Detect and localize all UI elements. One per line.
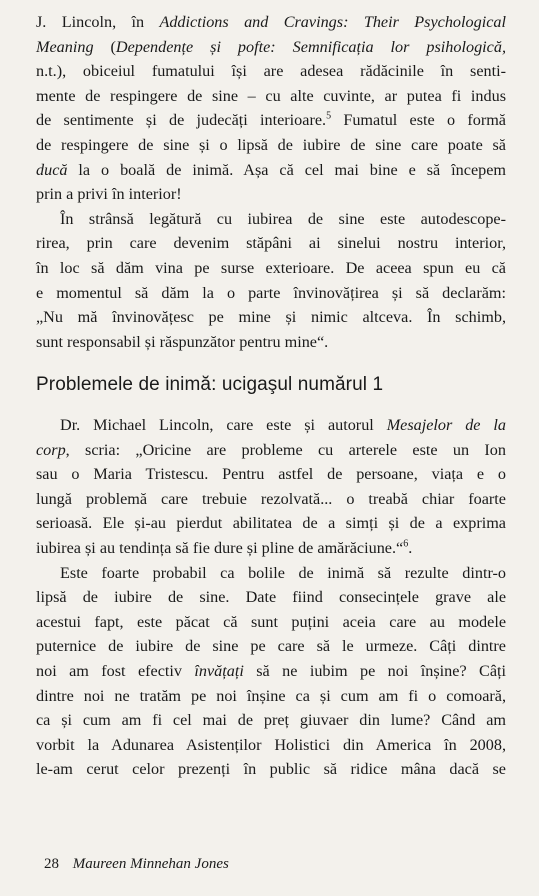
italic-text: corp — [36, 440, 66, 459]
text-line — [36, 487, 506, 512]
text-line — [36, 413, 506, 438]
text-line — [36, 634, 506, 659]
text-run: iubirea și au tendința să fie dure și pline de amărăciune.“ — [36, 538, 404, 557]
text-run: rirea, prin care devenim stăpâni ai sinelui nostru interior, — [36, 234, 506, 253]
text-run: . — [408, 538, 413, 557]
text-run: ca și cum am fi cel mai de preț giuvaer din lume? Când am — [36, 711, 506, 730]
italic-text: Dependențe și pofte: Semnificația lor psihologică, — [115, 37, 506, 56]
paragraph-block-1 — [36, 10, 506, 354]
text-line — [36, 733, 506, 758]
text-run: J. Lincoln, în — [36, 13, 160, 31]
text-run: sunt responsabil și răspunzător pentru mine“. — [36, 332, 329, 351]
text-line — [36, 281, 506, 306]
text-line — [36, 511, 506, 536]
text-line — [36, 585, 506, 610]
text-run: le-am cerut celor prezenți în public să ridice mâna dacă se — [36, 760, 506, 779]
text-line — [36, 561, 506, 586]
text-line — [36, 207, 506, 232]
text-run: în loc să dăm vina pe surse exterioare. De aceea spun eu că — [36, 258, 506, 277]
text-run: , scria: „Oricine are probleme cu arterele este un Ion — [65, 440, 506, 459]
text-run: sau o Maria Tristescu. Pentru astfel de persoane, viața e o — [36, 465, 506, 484]
text-line — [36, 158, 506, 183]
text-run: În strânsă legătură cu iubirea de sine este autodescope- — [60, 209, 506, 228]
text-line — [36, 256, 506, 281]
text-run: lungă problemă care trebuie rezolvată... o treabă chiar foarte — [36, 489, 506, 508]
text-run: vorbit la Adunarea Asistenților Holistici din America în 2008, — [36, 735, 506, 754]
text-run: lipsă de iubire de sine. Date fiind consecințele grave ale — [36, 588, 506, 607]
italic-text: învățați — [194, 661, 244, 680]
text-line — [36, 84, 506, 109]
text-line — [36, 305, 506, 330]
text-run: la o boală de inimă. Așa că cel mai bine e să începem — [67, 160, 506, 179]
text-run: să ne iubim pe noi înșine? Câți — [243, 661, 507, 680]
text-run: Dr. Michael Lincoln, care este și autorul — [60, 416, 387, 434]
text-line — [36, 610, 506, 635]
text-run: de sentimente și de judecăți interioare. — [36, 111, 327, 130]
footnote-ref: 5 — [326, 110, 332, 122]
text-line — [36, 708, 506, 733]
page-footer — [44, 856, 229, 873]
text-line — [36, 757, 506, 782]
footnote-ref: 6 — [403, 538, 409, 550]
italic-text: ducă — [36, 160, 68, 179]
text-run: serioasă. Ele și-au pierdut abilitatea de a simți și de a exprima — [36, 514, 506, 533]
text-line — [36, 108, 506, 133]
text-line — [36, 659, 506, 684]
section-heading: Problemele de inimă: ucigaşul numărul 1 — [36, 374, 384, 395]
text-run: e momentul să dăm la o parte învinovățirea și să declarăm: — [36, 283, 506, 302]
text-run: noi am fost efectiv — [36, 661, 195, 680]
text-line — [36, 462, 506, 487]
text-line — [36, 231, 506, 256]
text-run: ), obiceiul fumatului își are adesea rădăcinile în senti- — [56, 62, 506, 81]
text-line — [36, 536, 506, 561]
text-run: „Nu mă învinovățesc pe mine și nimic altceva. În schimb, — [36, 308, 506, 327]
text-run: Fumatul este o formă — [331, 111, 506, 130]
italic-text: Addictions and Cravings: Their Psychological — [159, 13, 506, 31]
author-name: Maureen Minnehan Jones — [72, 856, 229, 872]
paragraph-block-2 — [36, 413, 506, 782]
text-line — [36, 330, 506, 355]
text-run: n.t. — [36, 62, 57, 81]
text-line — [36, 59, 506, 84]
italic-text: Meaning — [36, 37, 94, 56]
text-run: ( — [93, 37, 116, 56]
page-number: 28 — [44, 856, 59, 872]
text-run: Este foarte probabil ca bolile de inimă să rezulte dintr-o — [60, 563, 506, 582]
text-line — [36, 684, 506, 709]
text-line — [36, 438, 506, 463]
text-run: prin a privi în interior! — [36, 185, 182, 204]
text-run: mente de respingere de sine – cu alte cuvinte, ar putea fi indus — [36, 86, 506, 105]
text-run: de respingere de sine și o lipsă de iubire de sine care poate să — [36, 135, 506, 154]
text-run: puternice de iubire de sine pe care să le urmeze. Câți dintre — [36, 637, 506, 656]
text-run: dintre noi ne tratăm pe noi înșine ca și cum am fi o comoară, — [36, 686, 506, 705]
text-line — [36, 182, 506, 207]
text-line — [36, 10, 506, 35]
text-run: acestui fapt, este păcat că sunt puțini aceia care au modele — [36, 612, 506, 631]
text-line — [36, 133, 506, 158]
text-line — [36, 35, 506, 60]
italic-text: Mesajelor de la — [386, 416, 506, 434]
